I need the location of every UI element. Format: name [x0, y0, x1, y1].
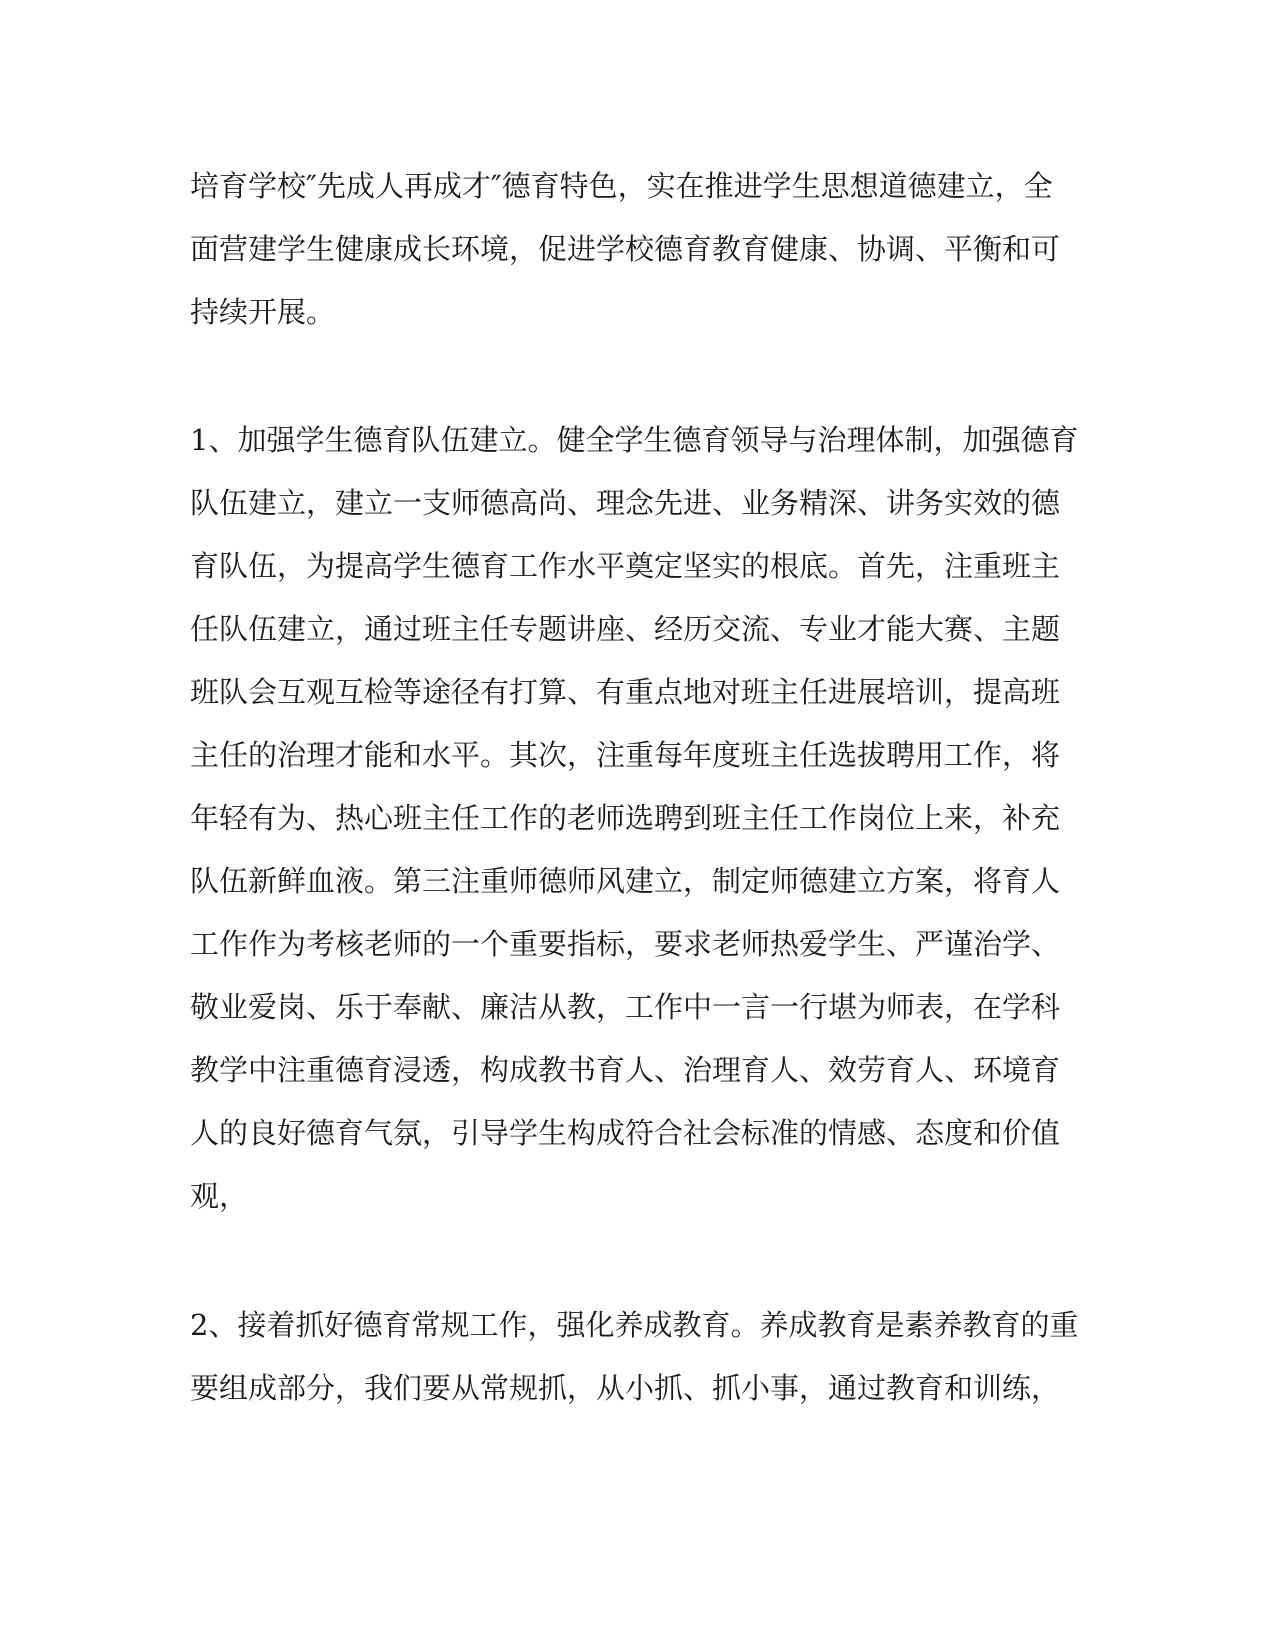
text-line: 班队会互观互检等途径有打算、有重点地对班主任进展培训，提高班: [190, 675, 1061, 709]
text-line: 育队伍，为提高学生德育工作水平奠定坚实的根底。首先，注重班主: [190, 549, 1061, 583]
text-line: 培育学校″先成人再成才″德育特色，实在推进学生思想道德建立，全: [190, 169, 1053, 203]
text-line: 队伍新鲜血液。第三注重师德师风建立，制定师德建立方案，将育人: [190, 864, 1061, 898]
text-line: 任队伍建立，通过班主任专题讲座、经历交流、专业才能大赛、主题: [190, 612, 1061, 646]
paragraph-intro: [190, 155, 1090, 344]
text-line: 敬业爱岗、乐于奉献、廉洁从教，工作中一言一行堪为师表，在学科: [190, 990, 1061, 1024]
text-line: 主任的治理才能和水平。其次，注重每年度班主任选拔聘用工作，将: [190, 738, 1061, 772]
text-line: 教学中注重德育浸透，构成教书育人、治理育人、效劳育人、环境育: [190, 1053, 1061, 1087]
document-body: [190, 155, 1090, 1420]
paragraph-item-1: [190, 409, 1090, 1228]
text-line: 要组成部分，我们要从常规抓，从小抓、抓小事，通过教育和训练，: [190, 1371, 1061, 1405]
text-line: 人的良好德育气氛，引导学生构成符合社会标准的情感、态度和价值: [190, 1116, 1061, 1150]
text-line: 年轻有为、热心班主任工作的老师选聘到班主任工作岗位上来，补充: [190, 801, 1061, 835]
paragraph-spacer: [190, 344, 1090, 409]
text-line: 持续开展。: [190, 295, 336, 329]
text-line: 面营建学生健康成长环境，促进学校德育教育健康、协调、平衡和可: [190, 232, 1061, 266]
paragraph-spacer: [190, 1228, 1090, 1294]
text-line: 1、加强学生德育队伍建立。健全学生德育领导与治理体制，加强德育: [190, 423, 1079, 457]
text-line: 队伍建立，建立一支师德高尚、理念先进、业务精深、讲务实效的德: [190, 486, 1061, 520]
text-line: 工作作为考核老师的一个重要指标，要求老师热爱学生、严谨治学、: [190, 927, 1061, 961]
text-line: 观，: [190, 1179, 249, 1213]
paragraph-item-2: [190, 1294, 1090, 1420]
text-line: 2、接着抓好德育常规工作，强化养成教育。养成教育是素养教育的重: [190, 1308, 1079, 1342]
